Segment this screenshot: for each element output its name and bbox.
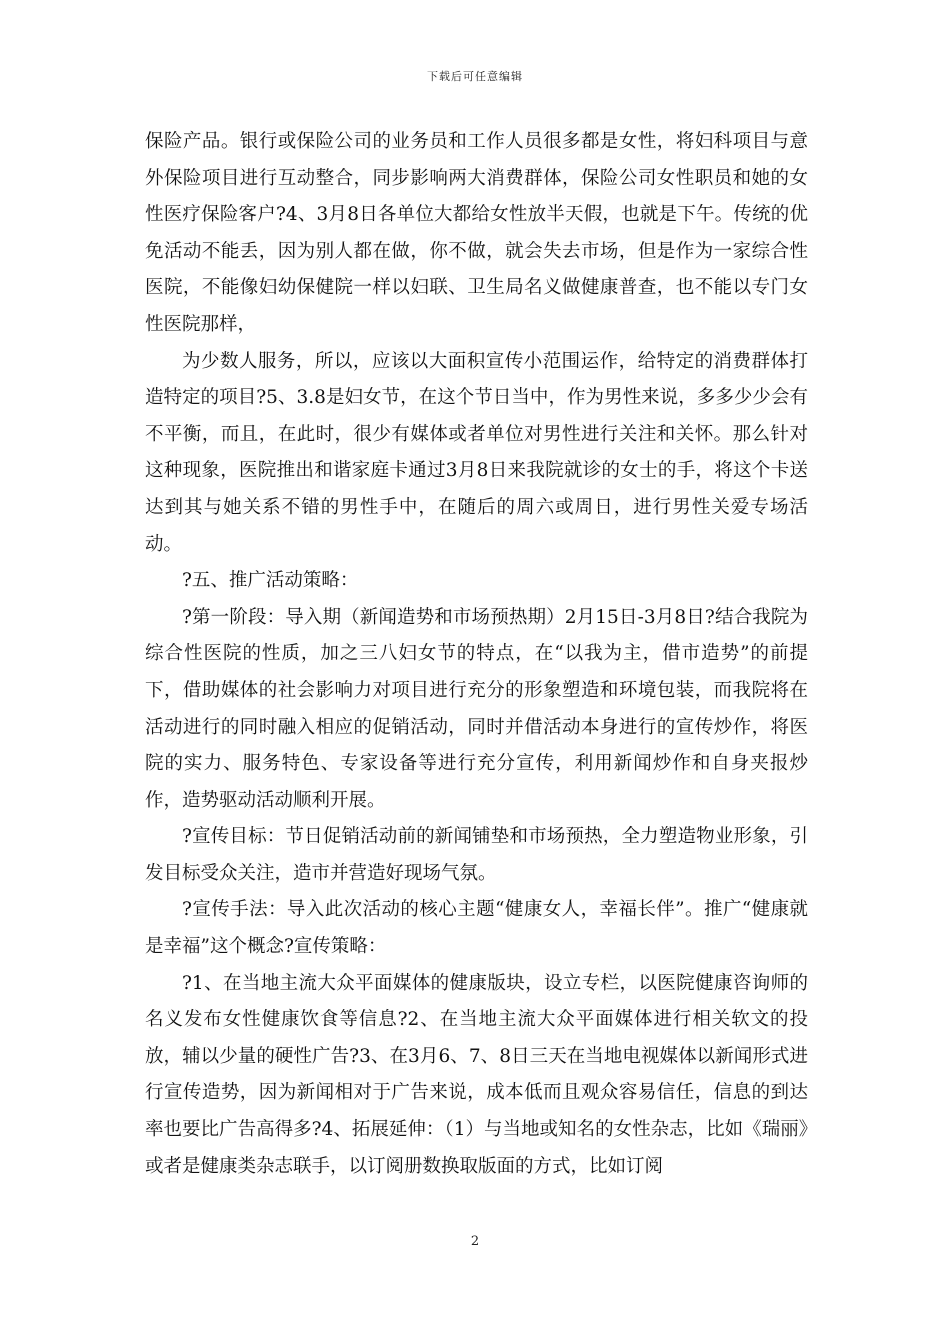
paragraph-publicity-goal: ?宣传目标：节日促销活动前的新闻铺垫和市场预热，全力塑造物业形象，引发目标受众关注，造市并营造好现场气氛。 bbox=[145, 826, 808, 884]
paragraph-publicity-steps: ?1、在当地主流大众平面媒体的健康版块，设立专栏，以医院健康咨询师的名义发布女性健康饮食等信息?2、在当地主流大众平面媒体进行相关软文的投放，辅以少量的硬性广告?3、在3月6、7、8日三天在当地电视媒体以新闻形式进行宣传造势，因为新闻相对于广告来说，成本低而且观众容易信任，信息的到达率也要比广告高得多?4、拓展延伸：（1）与当地或知名的女性杂志，比如《瑞丽》或者是健康类杂志联手，以订阅册数换取版面的方式，比如订阅 bbox=[145, 972, 808, 1177]
page-header-note: 下载后可任意编辑 bbox=[427, 70, 523, 83]
page-number: 2 bbox=[470, 1234, 480, 1249]
paragraph-insurance-products: 保险产品。银行或保险公司的业务员和工作人员很多都是女性，将妇科项目与意外保险项目进行互动整合，同步影响两大消费群体，保险公司女性职员和她的女性医疗保险客户?4、3月8日各单位大都给女性放半天假，也就是下午。传统的优免活动不能丢，因为别人都在做，你不做，就会失去市场，但是作为一家综合性医院，不能像妇幼保健院一样以妇联、卫生局名义做健康普查，也不能以专门女性医院那样， bbox=[145, 131, 808, 335]
document-body bbox=[145, 124, 808, 1185]
section-heading-promotion-strategy: ?五、推广活动策略： bbox=[182, 570, 359, 592]
paragraph-phase-one: ?第一阶段：导入期（新闻造势和市场预热期）2月15日-3月8日?结合我院为综合性医院的性质，加之三八妇女节的特点，在“以我为主，借市造势”的前提下，借助媒体的社会影响力对项目进行充分的形象塑造和环境包装，而我院将在活动进行的同时融入相应的促销活动，同时并借活动本身进行的宣传炒作，将医院的实力、服务特色、专家设备等进行充分宣传，利用新闻炒作和自身夹报炒作，造势驱动活动顺利开展。 bbox=[145, 606, 808, 811]
paragraph-serve-minority: 为少数人服务，所以，应该以大面积宣传小范围运作，给特定的消费群体打造特定的项目?5、3.8是妇女节，在这个节日当中，作为男性来说，多多少少会有不平衡，而且，在此时，很少有媒体或者单位对男性进行关注和关怀。那么针对这种现象，医院推出和谐家庭卡通过3月8日来我院就诊的女士的手，将这个卡送达到其与她关系不错的男性手中，在随后的周六或周日，进行男性关爱专场活动。 bbox=[145, 350, 808, 555]
paragraph-publicity-method: ?宣传手法：导入此次活动的核心主题“健康女人，幸福长伴”。推广“健康就是幸福”这个概念?宣传策略： bbox=[145, 899, 808, 958]
